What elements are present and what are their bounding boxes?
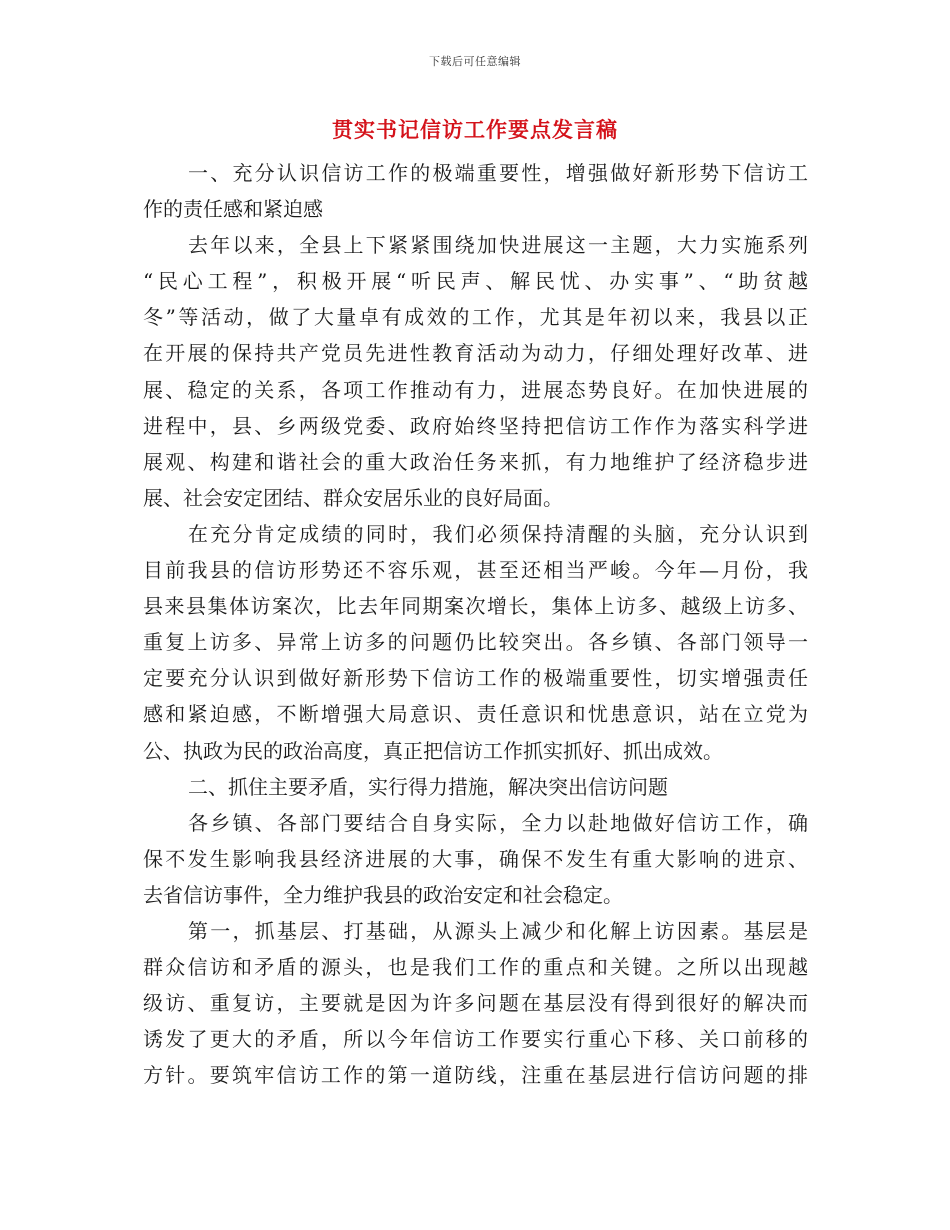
text-line: 保不发生影响我县经济进展的大事，确保不发生有重大影响的进京、: [143, 846, 808, 871]
text-line: 定要充分认识到做好新形势下信访工作的极端重要性，切实增强责任: [143, 666, 808, 691]
text-line: 级访、重复访，主要就是因为许多问题在基层没有得到很好的解决而: [143, 991, 808, 1016]
text-line: 一、充分认识信访工作的极端重要性，增强做好新形势下信访工: [188, 161, 808, 185]
text-line: 展、社会安定团结、群众安居乐业的良好局面。: [143, 485, 563, 510]
text-line: 群众信访和矛盾的源头，也是我们工作的重点和关键。之所以出现越: [143, 955, 808, 980]
text-line: 公、执政为民的政治高度，真正把信访工作抓实抓好、抓出成效。: [143, 738, 723, 763]
text-line: “民心工程”，积极开展“听民声、解民忧、办实事”、“助贫越: [143, 269, 808, 294]
text-line: 诱发了更大的矛盾，所以今年信访工作要实行重心下移、关口前移的: [143, 1027, 808, 1052]
document-title: 贯实书记信访工作要点发言稿: [332, 117, 618, 142]
text-line: 展、稳定的关系，各项工作推动有力，进展态势良好。在加快进展的: [143, 377, 808, 402]
text-line: 去省信访事件，全力维护我县的政治安定和社会稳定。: [143, 882, 623, 907]
download-note: 下载后可任意编辑: [429, 55, 521, 68]
text-line: 目前我县的信访形势还不容乐观，甚至还相当严峻。今年—月份，我: [143, 558, 808, 583]
document-body: [143, 155, 808, 1093]
text-line: 在开展的保持共产党员先进性教育活动为动力，仔细处理好改革、进: [143, 341, 808, 366]
text-line: 二、抓住主要矛盾，实行得力措施，解决突出信访问题: [188, 774, 668, 799]
text-line: 感和紧迫感，不断增强大局意识、责任意识和忧患意识，站在立党为: [143, 702, 808, 727]
text-line: 进程中，县、乡两级党委、政府始终坚持把信访工作作为落实科学进: [143, 413, 808, 438]
text-line: 各乡镇、各部门要结合自身实际，全力以赴地做好信访工作，确: [188, 810, 808, 835]
text-line: 展观、构建和谐社会的重大政治任务来抓，有力地维护了经济稳步进: [143, 449, 808, 474]
text-line: 县来县集体访案次，比去年同期案次增长，集体上访多、越级上访多、: [143, 594, 808, 619]
text-line: 去年以来，全县上下紧紧围绕加快进展这一主题，大力实施系列: [188, 233, 808, 258]
text-line: 作的责任感和紧迫感: [143, 197, 323, 222]
text-line: 在充分肯定成绩的同时，我们必须保持清醒的头脑，充分认识到: [188, 521, 808, 546]
text-line: 冬”等活动，做了大量卓有成效的工作，尤其是年初以来，我县以正: [143, 305, 808, 330]
text-line: 方针。要筑牢信访工作的第一道防线，注重在基层进行信访问题的排: [143, 1063, 808, 1088]
text-line: 第一，抓基层、打基础，从源头上减少和化解上访因素。基层是: [188, 918, 808, 943]
text-line: 重复上访多、异常上访多的问题仍比较突出。各乡镇、各部门领导一: [143, 630, 808, 655]
